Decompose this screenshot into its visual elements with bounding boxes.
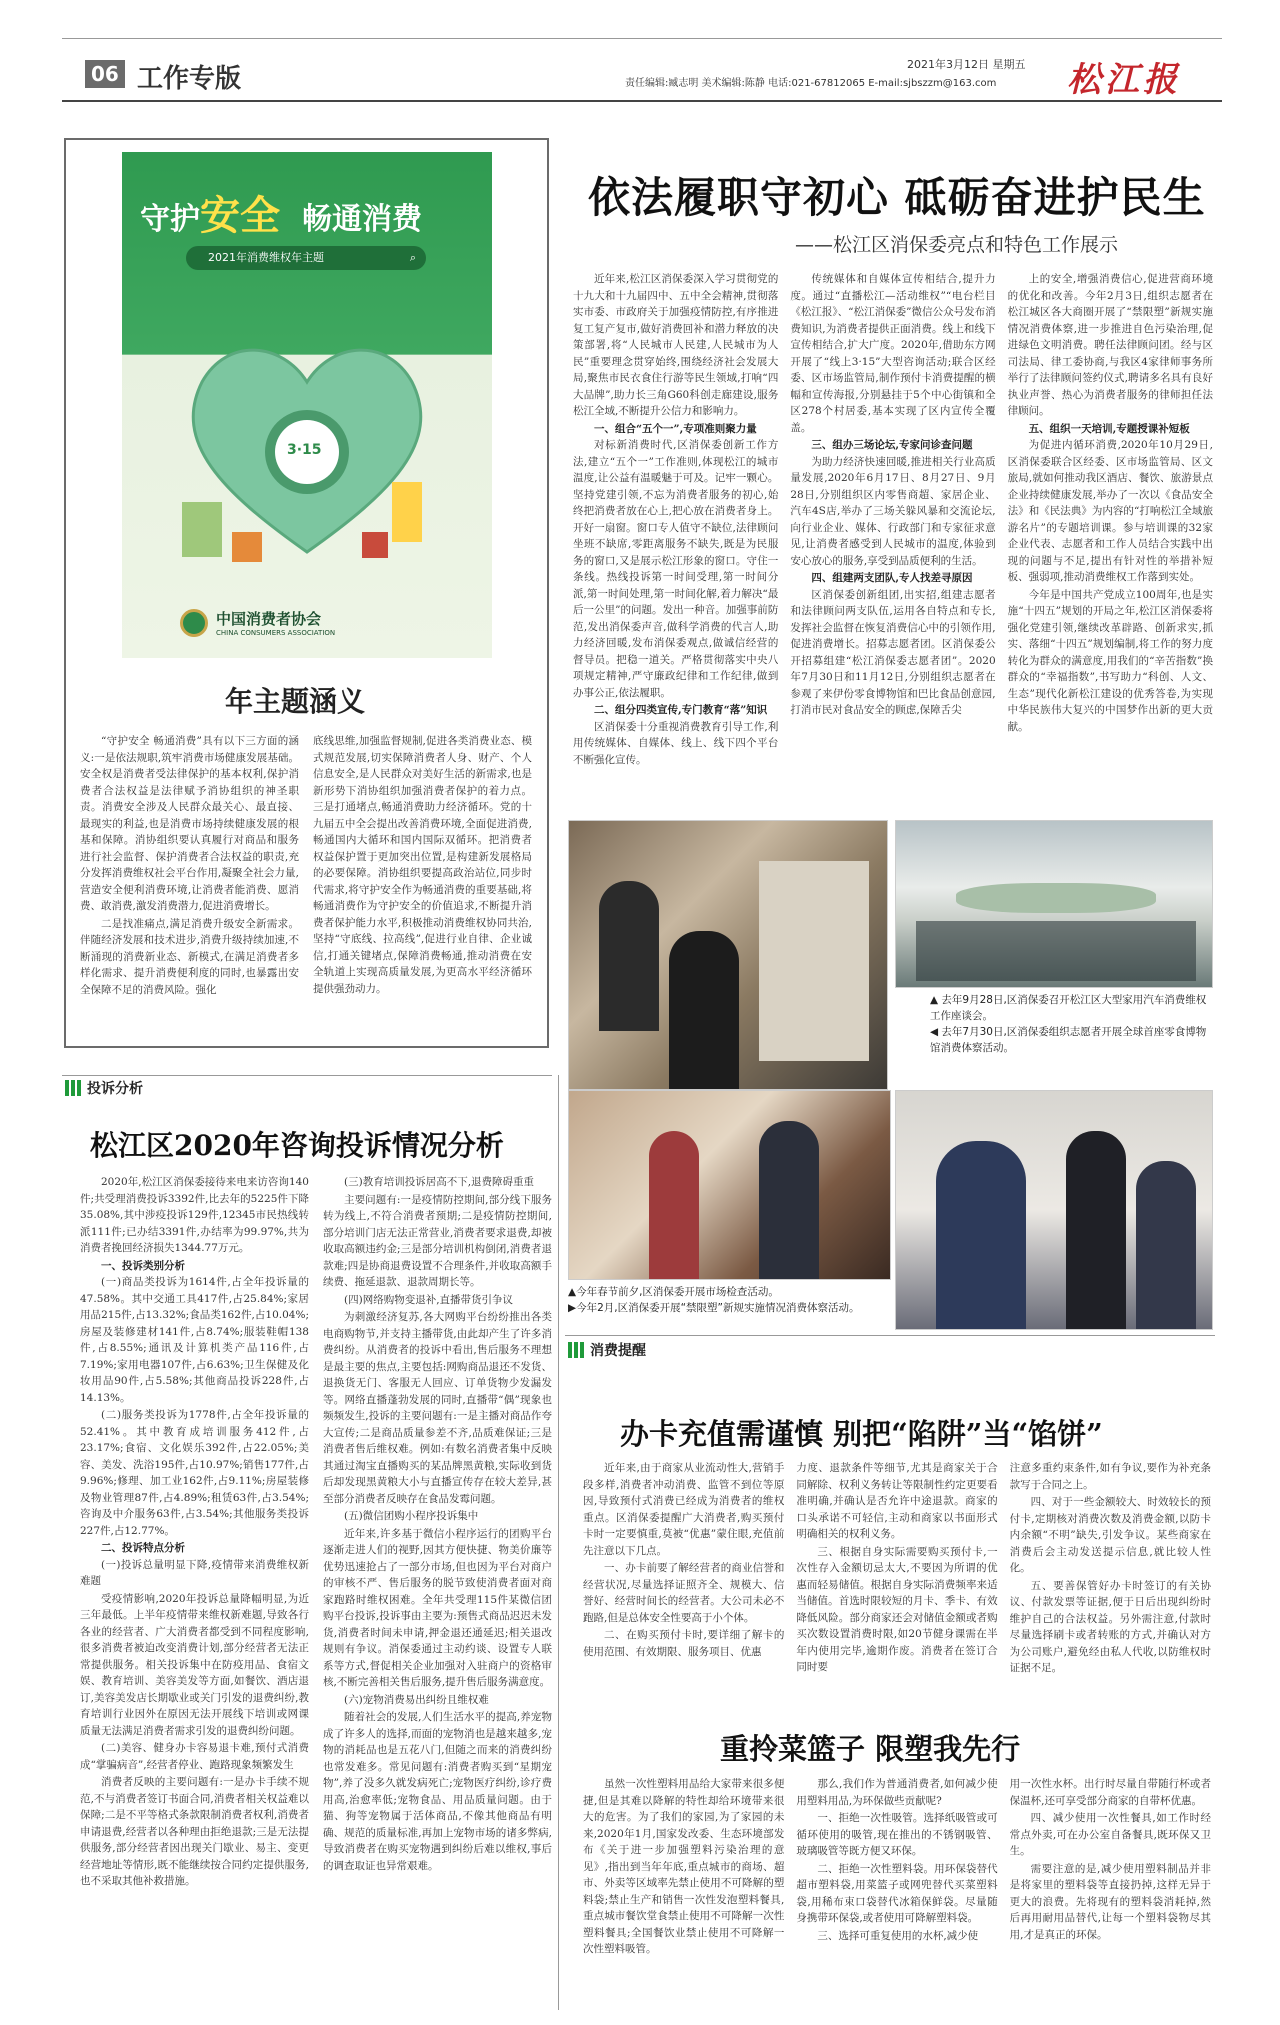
theme-col-1: “守护安全 畅通消费”具有以下三方面的涵义:一是依法规职,筑牢消费市场健康发展基础。安全权是消费者受法律保护的基本权利,保护消费者合法权益是法律赋予消协组织的神圣职责。消费安全涉及人民群众最关心、最直接、最现实的利益,也是消费市场持续健康发展的根基和保障。消协组织要认真履行对商品和服务进行社会监督、保护消费者合法权益的职责,充分发挥消费维权社会平台作用,凝聚全社会力量,营造安全便利消费环境,让消费者能消费、愿消费、敢消费,激发消费潜力,促进消费增长。 二是找准痛点,满足消费升级安全新需求。伴随经济发展和技术进步,消费升级持续加速,不断涌现的消费新业态、新模式,在满足消费者多样化需求、提升消费便利度的同时,也暴露出安全保障不足的消费风险。强化 — [80, 735, 299, 996]
photo-snack-museum — [568, 820, 888, 1090]
tag-bars-icon — [65, 1080, 81, 1096]
complaint-tag: 投诉分析 — [65, 1078, 143, 1098]
issue-date: 2021年3月12日 星期五 — [907, 58, 1026, 71]
plastic-limit-body — [583, 1776, 1211, 2006]
main-subtitle: ——松江区消保委亮点和特色工作展示 — [795, 234, 1119, 256]
page-number: 06 — [85, 60, 125, 88]
photo-plastic-inspection — [895, 1090, 1213, 1330]
divider-right — [565, 1335, 1215, 1336]
complaint-body — [80, 1174, 552, 1994]
main-col-1: 近年来,松江区消保委深入学习贯彻党的十九大和十九届四中、五中全会精神,贯彻落实市委、市政府关于加强疫情防控,有序推进复工复产复市,做好消费回补和潜力释放的决策部署,将“人民城市人民建,人民城市为人民”重要理念贯穿始终,围绕经济社会发展大局,聚焦市民衣食住行游等民生领域,打响“四大品牌”,助力长三角G60科创走廊建设,服务松江全域,不断提升公信力和影响力。 一、组合“五个一”,专项准则聚力量 对标新消费时代,区消保委创新工作方法,建立“五个一”工作准则,体现松江的城市温度,让公益有温暖魅于可及。记牢一颗心。坚持党建引领,不忘为消费者服务的初心,始终把消费者放在心上,把心放在消费者身上。开好一扇窗。窗口专人值守不缺位,法律顾问坐班不缺席,零距离服务不缺失,既是为民服务的窗口,又是展示松江形象的窗口。守住一条线。热线投诉第一时间受理,第一时间分派,第一时间处理,第一时间化解,着力解决“最后一公里”的问题。发出一种音。加强事前防范,发出消保委声音,做科学消费的代言人,助力经济回暖,发布消保委观点,做诚信经营的督导员。把稳一道关。严格贯彻落实中央八项规定精神,严守廉政纪律和工作纪律,做到办事公正,依法履职。 二、组分四类宣传,专门教育“落”知识 区消保委十分重视消费教育引导工作,利用传统媒体、自媒体、线上、线下四个平台不断强化宣传。 — [573, 273, 779, 766]
poster-badge: 3·15 — [287, 442, 322, 458]
top-rule — [62, 38, 1222, 39]
prepaid-col-1: 近年来,由于商家从业流动性大,营销手段多样,消费者冲动消费、监管不到位等原因,导致预付式消费已经成为消费者的维权重点。区消保委提醒广大消费者,购买预付卡时一定要慎重,莫被“优惠”蒙住眼,充值前先注意以下几点。 一、办卡前要了解经营者的商业信誉和经营状况,尽量选择证照齐全、规模大、信誉好、经营时间长的经营者。大公司未必不跑路,但是总体安全性要高于小个体。 二、在购买预付卡时,要详细了解卡的使用范围、有效期限、服务项目、优惠 — [583, 1462, 785, 1658]
caption-auto-meeting: ▲ 去年9月28日,区消保委召开松江区大型家用汽车消费维权工作座谈会。 — [930, 994, 1207, 1022]
search-icon: ⌕ — [409, 251, 416, 264]
prepaid-card-body — [583, 1460, 1211, 1716]
section-title: 工作专版 — [137, 64, 242, 94]
main-headline: 依法履职守初心 砥砺奋进护民生 — [588, 173, 1206, 222]
complaint-col-2: (三)教育培训投诉居高不下,退费障碍重重 主要问题有:一是疫情防控期间,部分线下服务转为线上,不符合消费者预期;二是疫情防控期间,部分培训门店无法正常营业,消费者要求退费,却被收取高额违约金;三是部分培训机构倒闭,消费者退款难;四是协商退费设置不合理条件,并收取高额手续费、拖延退款、退款周期长等。 (四)网络购物变退补,直播带货引争议 为刺激经济复苏,各大网购平台纷纷推出各类电商购物节,并支持主播带货,由此却产生了许多消费纠纷。从消费者的投诉中看出,售后服务不理想是最主要的焦点,主要包括:网购商品退还不发货、退换货无门、客服无人回应、订单货物少发漏发等。网络直播蓬勃发展的同时,直播带“偶”现象也频频发生,投诉的主要问题有:一是主播对商品作夸大宣传;二是商品质量参差不齐,品质难保证;三是消费者售后维权难。例如:有数名消费者集中反映其通过淘宝直播购买的某品牌黑黄粮,实际收到货后却发现黑黄粮大小与直播宣传存在较大差异,甚至部分消费者反映存在食品发霉问题。 (五)微信团购小程序投诉集中 近年来,许多基于微信小程序运行的团购平台逐渐走进人们的视野,因其方便快捷、物美价廉等优势迅速抢占了一部分市场,但也因为平台对商户的审核不严、售后服务的脱节致使消费者面对商家跑路时维权困难。全年共受理115件某微信团购平台投诉,投诉事由主要为:预售式商品迟迟未发货,消费者时间未申请,押金退还通延迟;相关退改规则有争议。消保委通过主动约谈、设置专人联系等方式,督促相关企业加强对入驻商户的资格审核,不断完善相关售后服务,提升售后服务满意度。 (六)宠物消费易出纠纷且维权难 随着社会的发展,人们生活水平的提高,养宠物成了许多人的选择,而面的宠物消也是越来越多,宠物的消耗品也是五花八门,但随之而来的消费纠纷也常发难多。常见问题有:消费者购买到“星期宠物”,养了没多久就发病死亡;宠物医疗纠纷,诊疗费用高,治愈率低;宠物食品、用品质量问题。由于猫、狗等宠物属于活体商品,不像其他商品有明确、规范的质量标准,再加上宠物市场的诸多弊病,导致消费者在购买宠物遇到纠纷后难以维权,事后的调查取证也异常艰难。 — [323, 1176, 552, 1872]
photo-market-check — [568, 1090, 891, 1280]
tag-bars-icon — [568, 1342, 584, 1358]
cca-logo: 中国消费者协会 CHINA CONSUMERS ASSOCIATION — [180, 608, 335, 637]
main-col-3: 上的安全,增强消费信心,促进营商环境的优化和改善。今年2月3日,组织志愿者在松江城区各大商圈开展了“禁限塑”新规实施情况消费体察,进一步推进自色污染治理,促进绿色文明消费。聘任法律顾问团。经与区司法局、律工委协商,与我区4家律师事务所举行了法律顾问签约仪式,聘请多名具有良好执业声誉、热心为消费者服务的律师担任法律顾问。 五、组织一天培训,专题授课补短板 为促进内循环消费,2020年10月29日,区消保委联合区经委、区市场监管局、区文旅局,就如何推动我区酒店、餐饮、旅游景点企业持续健康发展,举办了一次以《食品安全法》和《民法典》为内容的“打响松江全域旅游名片”的专题培训课。参与培训课的32家企业代表、志愿者和工作人员结合实践中出现的问题与不足,提出有针对性的举措补短板、强弱项,推动消费维权工作落到实处。 今年是中国共产党成立100周年,也是实施“十四五”规划的开局之年,松江区消保委将强化党建引领,继续改革辟路、创新求实,抓实、落细“十四五”规划编制,将工作的努力度转化为群众的满意度,用我们的“辛苦指数”换群众的“幸福指数”,书写助力“科创、人文、生态”现代化新松江建设的优秀答卷,为实现中华民族伟大复兴的中国梦作出新的更大贡献。 — [1007, 273, 1213, 733]
plastic-limit-title: 重拎菜篮子 限塑我先行 — [720, 1732, 1021, 1766]
plastic-col-2: 那么,我们作为普通消费者,如何减少使用塑料用品,为环保做些贡献呢? 一、拒绝一次性吸管。选择纸吸管或可循环使用的吸管,现在推出的不锈钢吸管、玻璃吸管等既方便又环保。 二、拒绝一次性塑料袋。用环保袋替代超市塑料袋,用菜篮子或网兜替代买菜塑料袋,用稀布束口袋替代冰箱保鲜袋。尽量随身携带环保袋,或者使用可降解塑料袋。 三、选择可重复使用的水杯,减少使 — [796, 1778, 998, 1942]
cca-emblem-icon — [180, 609, 208, 637]
complaint-col-1: 2020年,松江区消保委接待来电来访咨询140件;共受理消费投诉3392件,比去年的5225件下降35.08%,其中涉疫投诉129件,12345市民热线转派111件;已办结3391件,办结率为99.97%,共为消费者挽回经济损失1344.77万元。 一、投诉类别分析 (一)商品类投诉为1614件,占全年投诉量的47.58%。其中交通工具417件,占25.84%;家居用品215件,占13.32%;食品类162件,占10.04%;房屋及装修建材141件,占8.74%;服装鞋帽138件,占8.55%;通讯及计算机类产品116件,占7.19%;家用电器107件,占6.63%;卫生保健及化妆用品90件,占5.58%;其他商品投诉228件,占14.13%。 (二)服务类投诉为1778件,占全年投诉量的52.41%。其中教育成培训服务412件,占23.17%;食宿、文化娱乐392件,占22.05%;美容、美发、洗浴195件,占10.97%;销售177件,占9.96%;修理、加工业162件,占9.11%;房屋装修及物业管理87件,占4.89%;租赁63件,占3.54%;咨询及中介服务63件,占3.54%;其他服务类投诉227件,占12.77%。 二、投诉特点分析 (一)投诉总量明显下降,疫情带来消费维权新难题 受疫情影响,2020年投诉总量降幅明显,为近三年最低。上半年疫情带来维权新难题,导致各行各业的经营者、广大消费者都受到不同程度影响,很多消费者被迫改变消费计划,部分经营者无法正常提供服务。相关投诉集中在防疫用品、食宿文娱、教育培训、美容美发等方面,如餐饮、酒店退订,美容美发店长期歇业或关门引发的退费纠纷,教育培训行业因外在原因无法开展线下培训或网课质量无法满足消费者需求引发的退费纠纷问题。 (二)美容、健身办卡容易退卡难,预付式消费成“掌骗病音”,经营者停业、跑路现象频繁发生 消费者反映的主要问题有:一是办卡手续不规范,不与消费者签订书面合同,消费者相关权益难以保障;二是不平等格式条款限制消费者权利,消费者申请退费,经营者以各种理由拒绝退款;三是无法提供服务,部分经营者因出现关门歇业、易主、变更经营地址等情形,既不能继续按合同约定提供服务,也不采取其他补救措施。 — [80, 1176, 309, 1887]
main-body — [573, 271, 1213, 809]
consumer-rights-poster — [122, 152, 492, 658]
reminder-tag: 消费提醒 — [568, 1340, 646, 1360]
divider-left — [62, 1075, 552, 1076]
prepaid-card-title: 办卡充值需谨慎 别把“陷阱”当“馅饼” — [620, 1417, 1103, 1451]
masthead-rule — [62, 100, 1222, 102]
theme-col-2: 底线思维,加强监督规制,促进各类消费业态、模式规范发展,切实保障消费者人身、财产、个人信息安全,是人民群众对美好生活的新需求,也是新形势下消协组织加强消费者保护的着力点。三是打通堵点,畅通消费助力经济循环。党的十九届五中全会提出改善消费环境,全面促进消费,畅通国内大循环和国内国际双循环。把消费者权益保护置于更加突出位置,是构建新发展格局的必要保障。消协组织要提高政治站位,同步时代需求,将守护安全作为畅通消费的重要基础,将畅通消费作为守护安全的价值追求,不断提升消费者保护能力水平,积极推动消费维权协同共治,坚持“守底线、拉高线”,促进行业自律、企业诚信,打通关键堵点,保障消费畅通,推动消费在安全轨道上实现高质量发展,为更高水平经济循环提供强劲动力。 — [313, 735, 532, 995]
main-col-2: 传统媒体和自媒体宣传相结合,提升力度。通过“直播松江—活动维权”“电台栏目《松江报》、“松江消保委”微信公众号发布消费知识,为消费者提供正面消费。线上和线下宣传相结合,扩大广度。2020年,借助东方网开展了“线上3·15”大型咨询活动;联合区经委、区市场监管局,制作预付卡消费提醒的横幅和宣传海报,分别悬挂于5个中心街镇和全区278个村居委,基本实现了区内宣传全覆盖。 三、组办三场论坛,专家问诊查问题 为助力经济快速回暖,推进相关行业高质量发展,2020年6月17日、8月27日、9月28日,分别组织区内零售商超、家居企业、汽车4S店,举办了三场关躲风暴和交流论坛,向行业企业、媒体、行政部门和专家征求意见,让消费者感受到人民城市的温度,体验到安心放心的服务,享受到品质便利的生活。 四、组建两支团队,专人找差寻原因 区消保委创新组团,出实招,组建志愿者和法律顾问两支队伍,运用各自特点和专长,发挥社会监督在恢复消费信心中的引领作用,促进消费增长。招募志愿者团。区消保委公开招募组建“松江消保委志愿者团”。2020年7月30日和11月12日,分别组织志愿者在参观了来伊份零食博物馆和巴比食品创意园,打消市民对食品安全的顾虑,保障舌尖 — [790, 273, 996, 716]
theme-body — [80, 733, 532, 1033]
vertical-divider — [558, 1075, 559, 2010]
photo-captions-bottom — [568, 1284, 890, 1316]
theme-title: 年主题涵义 — [225, 685, 366, 718]
poster-slogan: 守护安全 畅通消费 — [140, 193, 422, 239]
photo-captions-top — [930, 992, 1210, 1056]
plastic-col-3: 用一次性水杯。出行时尽量自带随行杯或者保温杯,还可享受部分商家的自带杯优惠。 四、减少使用一次性餐具,如工作时经常点外卖,可在办公室自备餐具,既环保又卫生。 需要注意的是,减少使用塑料制品并非是将家里的塑料袋等直接扔掉,这样无异于更大的浪费。先将现有的塑料袋消耗掉,然后再用耐用品替代,让每一个塑料袋物尽其用,才是真正的环保。 — [1009, 1778, 1211, 1941]
newspaper-logo: 松江报 — [1067, 60, 1181, 100]
plastic-col-1: 虽然一次性塑料用品给大家带来很多便捷,但是其难以降解的特性却给环境带来很大的危害。为了我们的家园,为了家园的未来,2020年1月,国家发改委、生态环境部发布《关于进一步加强塑料污染治理的意见》,指出到当年年底,重点城市的商场、超市、外卖等区域率先禁止使用不可降解的塑料袋;禁止生产和销售一次性发泡塑料餐具,重点城市餐饮堂食禁止使用不可降解一次性塑料餐具;全国餐饮业禁止使用不可降解一次性塑料吸管。 — [583, 1778, 785, 1955]
photo-auto-meeting — [895, 820, 1213, 988]
prepaid-col-3: 注意多重约束条件,如有争议,要作为补充条款写于合同之上。 四、对于一些金额较大、时效较长的预付卡,定期核对消费次数及消费金额,以防卡内余额“不明”缺失,引发争议。某些商家在消费后会主动发送提示信息,就比较人性化。 五、要善保管好办卡时签订的有关协议、付款发票等证据,便于日后出现纠纷时维护自己的合法权益。另外需注意,付款时尽量选择刷卡或者转账的方式,并确认对方为公司账户,避免经由私人代收,以防维权时证据不足。 — [1009, 1462, 1211, 1674]
complaint-title: 松江区2020年咨询投诉情况分析 — [90, 1129, 504, 1162]
prepaid-col-2: 力度、退款条件等细节,尤其是商家关于合同解除、权利义务转让等限制性约定更要看准明确,并确认是否允许中途退款。商家的口头承诺不可轻信,主动和商家以书面形式明确相关的权利义务。 三、根据自身实际需要购买预付卡,一次性存入金额切忌太大,不要因为所谓的优惠而轻易储值。根据自身实际消费频率来适当储值。首选时限较短的月卡、季卡、有效降低风险。部分商家还会对储值金额或者购买次数设置消费时限,如20节健身课需在半年内使用完毕,逾期作废。消费者在签订合同时要 — [796, 1462, 998, 1673]
caption-plastic-inspection: ▶今年2月,区消保委开展“禁限塑”新规实施情况消费体察活动。 — [568, 1302, 860, 1314]
caption-market-check: ▲今年春节前夕,区消保委开展市场检查活动。 — [568, 1286, 779, 1298]
masthead — [85, 58, 1225, 98]
poster-search-bar: 2021年消费维权年主题 ⌕ — [186, 246, 426, 270]
caption-snack-museum: ◀ 去年7月30日,区消保委组织志愿者开展全球首座零食博物馆消费体察活动。 — [930, 1026, 1207, 1054]
editor-credits: 责任编辑:臧志明 美术编辑:陈静 电话:021-67812065 E-mail:sjbszzm@163.com — [625, 78, 997, 89]
